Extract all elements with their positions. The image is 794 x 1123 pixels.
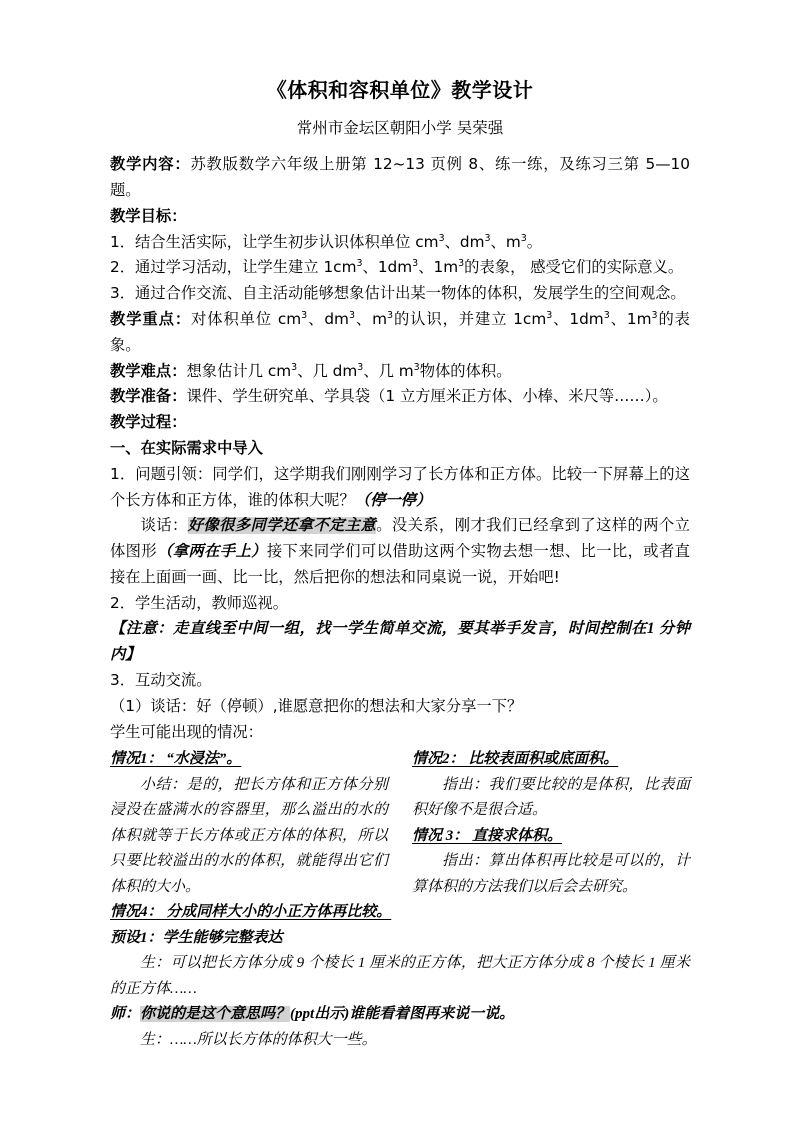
difficulty-a: 想象估计几 cm: [186, 361, 292, 380]
objective-2-prefix: 2．通过学习活动，让学生建立 1cm: [110, 258, 357, 277]
prepare-line: [110, 384, 690, 410]
talk-label: 谈话：: [140, 516, 188, 535]
case-4-title: 情况4： 分成同样大小的小正方体再比较。: [110, 904, 392, 921]
objective-item-2: [110, 255, 690, 281]
case-1-body: 小结：是的，把长方体和正方体分别浸没在盛满水的容器里，那么溢出的水的体积就等于长方体或正方体的体积，所以只要比较溢出的水的体积，就能得出它们体积的大小。: [110, 776, 388, 895]
key-point-sup-5: 3: [603, 309, 610, 321]
key-point-sup-6: 3: [651, 309, 658, 321]
note-paragraph: [110, 616, 690, 668]
key-point-sup-4: 3: [546, 309, 553, 321]
difficulty-c: 、几 m: [363, 361, 414, 380]
objective-2-sup-2: 3: [412, 258, 419, 270]
teaching-objectives-label: 教学目标：: [110, 206, 187, 225]
talk-paragraph: [110, 513, 690, 590]
key-point-sup-1: 3: [301, 309, 308, 321]
process-label: 教学过程：: [110, 413, 187, 432]
key-point-sup-2: 3: [348, 309, 355, 321]
difficulty-d: 物体的体积。: [419, 361, 512, 380]
prepare-label: 教学准备：: [110, 387, 187, 406]
talk-stage-note: （拿两在手上）: [157, 543, 267, 561]
objective-item-3: 3．通过合作交流、自主活动能够想象估计出某一物体的体积，发展学生的空间观念。: [110, 284, 686, 303]
key-point-sup-3: 3: [387, 309, 394, 321]
case-2-body: 指出：我们要比较的是体积，比表面积好像不是很合适。: [412, 776, 690, 819]
key-point-g: 的表象。: [110, 309, 690, 354]
preset-1-label: 预设1：学生能够完整表达: [110, 929, 283, 946]
student-line-2: 生：……所以长方体的体积大一些。: [140, 1031, 377, 1048]
key-point-c: 、m: [354, 309, 387, 328]
objective-2-sup-3: 3: [458, 258, 465, 270]
part-one-item-2: 2．学生活动，教师巡视。: [110, 593, 288, 612]
author-line: 常州市金坛区朝阳小学 吴荣强: [296, 119, 504, 137]
objective-1-sup-3: 3: [520, 232, 527, 244]
case-3-body: 指出：算出体积再比较是可以的，计算体积的方法我们以后会去研究。: [412, 853, 690, 895]
prepare-text: 课件、学生研究单、学具袋（1 立方厘米正方体、小棒、米尺等……）。: [186, 387, 668, 406]
teacher-rest: (ppt出示)谁能看着图再来说一说。: [290, 1006, 515, 1023]
teaching-content-line: [110, 152, 690, 204]
difficulty-sup-1: 3: [291, 361, 298, 373]
teacher-highlighted-phrase: 你说的是这个意思吗？: [140, 1006, 291, 1023]
teacher-line: [110, 1002, 690, 1028]
note-text-b: 分钟内】: [110, 620, 690, 664]
case-2-title: 情况2： 比较表面积或底面积。: [412, 751, 619, 768]
objective-1-mid-1: 、dm: [444, 232, 485, 251]
case-1-title: 情况1： “水浸法”。: [110, 751, 242, 768]
note-minutes-value: 1: [646, 620, 655, 638]
key-point-line: [110, 307, 690, 359]
part-one-item-1-text: 1．问题引领：同学们，这学期我们刚刚学习了长方体和正方体。比较一下屏幕上的这个长方体和正方体，谁的体积大呢？: [110, 464, 690, 509]
cases-two-column-region: [110, 747, 690, 900]
objective-1-sup-1: 3: [438, 232, 445, 244]
case-3-title: 情况 3： 直接求体积。: [412, 827, 563, 844]
note-text-a: 【注意：走直线至中间一组，找一学生简单交流，要其举手发言，时间控制在: [110, 620, 647, 638]
difficulty-sup-2: 3: [357, 361, 364, 373]
difficulty-sup-3: 3: [413, 361, 420, 373]
talk-highlighted-phrase: 好像很多同学还拿不定主意: [187, 517, 377, 535]
objective-1-suffix: 。: [526, 232, 543, 251]
key-point-e: 、1dm: [552, 309, 604, 328]
objective-2-mid-1: 、1dm: [362, 258, 413, 277]
part-one-heading: 一、在实际需求中导入: [110, 438, 263, 457]
page-title: 《体积和容积单位》教学设计: [266, 80, 534, 102]
teacher-label: 师：: [110, 1006, 141, 1023]
cases-column-left: [110, 747, 388, 900]
key-point-d: 的认识，并建立 1cm: [393, 309, 547, 328]
key-point-f: 、1m: [609, 309, 652, 328]
objective-1-sup-2: 3: [484, 232, 491, 244]
part-one-item-3-sub-1: （1）谈话：好（停顿）,谁愿意把你的想法和大家分享一下？: [110, 696, 523, 715]
key-point-label: 教学重点：: [110, 309, 192, 328]
difficulty-b: 、几 dm: [297, 361, 358, 380]
teaching-content-label: 教学内容：: [110, 155, 191, 174]
student-line-1: 生：可以把长方体分成 9 个棱长 1 厘米的正方体，把大正方体分成 8 个棱长 1 厘米的正方体……: [110, 955, 690, 997]
teaching-content-text: 苏教版数学六年级上册第 12~13 页例 8、练一练，及练习三第 5—10 题。: [110, 155, 690, 199]
cases-column-right: [412, 747, 690, 900]
part-one-item-1: [110, 462, 690, 514]
difficulty-line: [110, 359, 690, 385]
objective-item-1: [110, 230, 690, 256]
talk-rest-a: 。没关系，刚才我们已经拿到了这样的两个立体图形: [110, 516, 690, 561]
key-point-b: 、dm: [307, 309, 349, 328]
objective-2-mid-2: 、1m: [418, 258, 459, 277]
objective-2-sup-1: 3: [356, 258, 363, 270]
objective-2-suffix: 的表象， 感受它们的实际意义。: [464, 258, 684, 277]
possible-cases-label: 学生可能出现的情况：: [110, 722, 263, 741]
part-one-item-3: 3．互动交流。: [110, 671, 212, 690]
objective-1-prefix: 1．结合生活实际，让学生初步认识体积单位 cm: [110, 232, 439, 251]
objective-1-mid-2: 、m: [490, 232, 521, 251]
difficulty-label: 教学难点：: [110, 361, 187, 380]
key-point-a: 对体积单位 cm: [191, 309, 302, 328]
part-one-item-1-stage-note: （停一停）: [354, 491, 432, 509]
talk-rest-b: 接下来同学们可以借助这两个实物去想一想、比一比，或者直接在上面画一画、比一比，然后把你的想法和同桌说一说，开始吧!: [110, 542, 690, 586]
